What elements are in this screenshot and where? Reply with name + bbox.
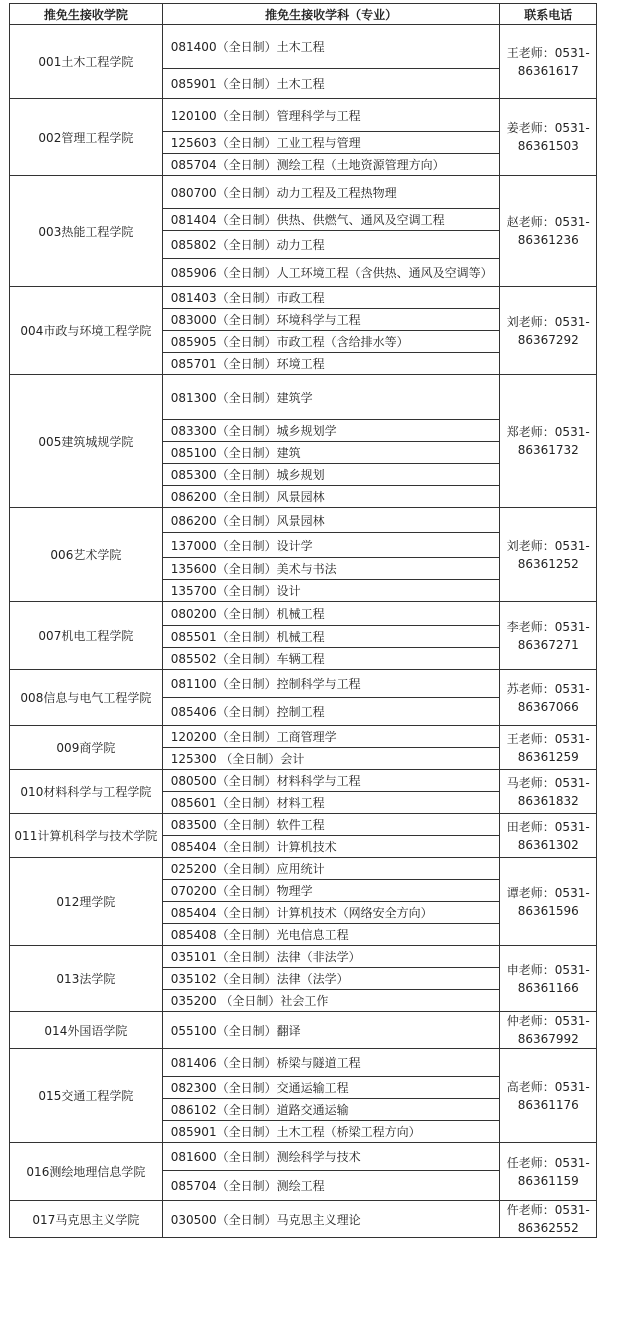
phone-number-line: 86361236 <box>517 233 579 247</box>
major-cell: 025200（全日制）应用统计 <box>162 858 500 880</box>
phone-cell <box>500 1143 597 1201</box>
phone-cell <box>500 814 597 858</box>
major-cell: 070200（全日制）物理学 <box>162 880 500 902</box>
major-cell: 083500（全日制）软件工程 <box>162 814 500 836</box>
phone-contact-line: 田老师：0531- <box>506 819 590 834</box>
header-major: 推免生接收学科（专业） <box>162 4 500 25</box>
major-cell: 120200（全日制）工商管理学 <box>162 726 500 748</box>
phone-number-line: 86361159 <box>517 1173 579 1188</box>
major-cell: 135700（全日制）设计 <box>162 580 500 602</box>
major-cell: 085704（全日制）测绘工程 <box>162 1171 500 1201</box>
table-row <box>10 946 597 968</box>
major-cell: 085802（全日制）动力工程 <box>162 231 500 259</box>
phone-cell <box>500 508 597 602</box>
phone-contact-line: 王老师：0531- <box>506 45 590 60</box>
phone-cell <box>500 176 597 287</box>
phone-cell <box>500 375 597 508</box>
major-cell: 081400（全日制）土木工程 <box>162 25 500 69</box>
phone-contact-line: 李老师：0531- <box>506 619 590 634</box>
table-row <box>10 858 597 880</box>
college-cell: 013法学院 <box>10 946 163 1012</box>
phone-number-line: 86361302 <box>517 837 579 852</box>
major-cell: 081300（全日制）建筑学 <box>162 375 500 420</box>
phone-cell <box>500 602 597 670</box>
phone-number-line: 86361596 <box>517 903 579 918</box>
table-row <box>10 726 597 748</box>
table-row <box>10 1012 597 1049</box>
phone-number-line: 86367292 <box>517 332 579 347</box>
college-cell: 015交通工程学院 <box>10 1049 163 1143</box>
major-cell: 125300 （全日制）会计 <box>162 748 500 770</box>
major-cell: 035101（全日制）法律（非法学） <box>162 946 500 968</box>
college-cell: 008信息与电气工程学院 <box>10 670 163 726</box>
phone-contact-line: 郑老师：0531- <box>506 425 590 439</box>
phone-contact-line: 谭老师：0531- <box>506 885 590 900</box>
major-cell: 081404（全日制）供热、供燃气、通风及空调工程 <box>162 209 500 231</box>
major-cell: 086102（全日制）道路交通运输 <box>162 1099 500 1121</box>
college-cell: 012理学院 <box>10 858 163 946</box>
table-row <box>10 1049 597 1077</box>
major-cell: 085100（全日制）建筑 <box>162 442 500 464</box>
major-cell: 082300（全日制）交通运输工程 <box>162 1077 500 1099</box>
phone-contact-line: 申老师：0531- <box>506 962 590 977</box>
phone-contact-line: 高老师：0531- <box>506 1079 590 1094</box>
phone-number-line: 86361176 <box>517 1097 579 1112</box>
major-cell: 085704（全日制）测绘工程（土地资源管理方向） <box>162 154 500 176</box>
major-cell: 085901（全日制）土木工程（桥梁工程方向） <box>162 1121 500 1143</box>
phone-number-line: 86361503 <box>517 139 579 153</box>
major-cell: 085901（全日制）土木工程 <box>162 69 500 99</box>
major-cell: 081600（全日制）测绘科学与技术 <box>162 1143 500 1171</box>
major-cell: 085905（全日制）市政工程（含给排水等） <box>162 331 500 353</box>
major-cell: 137000（全日制）设计学 <box>162 533 500 558</box>
major-cell: 125603（全日制）工业工程与管理 <box>162 132 500 154</box>
major-cell: 085404（全日制）计算机技术 <box>162 836 500 858</box>
phone-contact-line: 赵老师：0531- <box>506 215 590 229</box>
phone-number-line: 86367992 <box>517 1032 579 1046</box>
major-cell: 083300（全日制）城乡规划学 <box>162 420 500 442</box>
major-cell: 035102（全日制）法律（法学） <box>162 968 500 990</box>
college-cell: 003热能工程学院 <box>10 176 163 287</box>
phone-cell <box>500 858 597 946</box>
phone-cell <box>500 1049 597 1143</box>
table-row <box>10 375 597 420</box>
college-cell: 009商学院 <box>10 726 163 770</box>
phone-number-line: 86367066 <box>517 699 579 714</box>
phone-contact-line: 仵老师：0531- <box>506 1203 590 1217</box>
table-row <box>10 1143 597 1171</box>
phone-number-line: 86361166 <box>517 980 579 995</box>
table-row <box>10 770 597 792</box>
major-cell: 085404（全日制）计算机技术（网络安全方向） <box>162 902 500 924</box>
college-cell: 002管理工程学院 <box>10 99 163 176</box>
phone-cell <box>500 770 597 814</box>
major-cell: 083000（全日制）环境科学与工程 <box>162 309 500 331</box>
phone-contact-line: 仲老师：0531- <box>506 1014 590 1028</box>
phone-cell <box>500 1012 597 1049</box>
phone-number-line: 86361617 <box>517 63 579 78</box>
major-cell: 086200（全日制）风景园林 <box>162 486 500 508</box>
table-row <box>10 814 597 836</box>
table-row <box>10 1201 597 1238</box>
phone-contact-line: 任老师：0531- <box>506 1155 590 1170</box>
table-row <box>10 176 597 209</box>
major-cell: 085906（全日制）人工环境工程（含供热、通风及空调等） <box>162 259 500 287</box>
phone-cell <box>500 25 597 99</box>
college-cell: 006艺术学院 <box>10 508 163 602</box>
major-cell: 135600（全日制）美术与书法 <box>162 558 500 580</box>
major-cell: 080200（全日制）机械工程 <box>162 602 500 626</box>
college-cell: 001土木工程学院 <box>10 25 163 99</box>
college-cell: 014外国语学院 <box>10 1012 163 1049</box>
table-row <box>10 670 597 698</box>
college-cell: 011计算机科学与技术学院 <box>10 814 163 858</box>
phone-cell <box>500 99 597 176</box>
phone-contact-line: 苏老师：0531- <box>506 681 590 696</box>
table-row <box>10 25 597 69</box>
phone-number-line: 86361252 <box>517 556 579 571</box>
phone-cell <box>500 670 597 726</box>
major-cell: 085501（全日制）机械工程 <box>162 626 500 648</box>
major-cell: 035200 （全日制）社会工作 <box>162 990 500 1012</box>
table-row <box>10 99 597 132</box>
phone-contact-line: 马老师：0531- <box>506 775 590 790</box>
phone-contact-line: 王老师：0531- <box>506 731 590 746</box>
college-cell: 005建筑城规学院 <box>10 375 163 508</box>
major-cell: 080500（全日制）材料科学与工程 <box>162 770 500 792</box>
major-cell: 120100（全日制）管理科学与工程 <box>162 99 500 132</box>
admissions-table <box>9 3 597 1238</box>
college-cell: 016测绘地理信息学院 <box>10 1143 163 1201</box>
phone-number-line: 86361832 <box>517 793 579 808</box>
header-row <box>10 4 597 25</box>
major-cell: 085406（全日制）控制工程 <box>162 698 500 726</box>
college-cell: 010材料科学与工程学院 <box>10 770 163 814</box>
major-cell: 055100（全日制）翻译 <box>162 1012 500 1049</box>
phone-contact-line: 刘老师：0531- <box>506 538 590 553</box>
major-cell: 085601（全日制）材料工程 <box>162 792 500 814</box>
major-cell: 081406（全日制）桥梁与隧道工程 <box>162 1049 500 1077</box>
table-body <box>10 25 597 1238</box>
phone-cell <box>500 287 597 375</box>
major-cell: 085408（全日制）光电信息工程 <box>162 924 500 946</box>
major-cell: 081403（全日制）市政工程 <box>162 287 500 309</box>
major-cell: 085701（全日制）环境工程 <box>162 353 500 375</box>
major-cell: 081100（全日制）控制科学与工程 <box>162 670 500 698</box>
major-cell: 085502（全日制）车辆工程 <box>162 648 500 670</box>
phone-cell <box>500 726 597 770</box>
phone-number-line: 86367271 <box>517 637 579 652</box>
major-cell: 086200（全日制）风景园林 <box>162 508 500 533</box>
college-cell: 007机电工程学院 <box>10 602 163 670</box>
header-phone: 联系电话 <box>500 4 597 25</box>
phone-contact-line: 刘老师：0531- <box>506 314 590 329</box>
phone-number-line: 86361732 <box>517 443 579 457</box>
college-cell: 017马克思主义学院 <box>10 1201 163 1238</box>
major-cell: 080700（全日制）动力工程及工程热物理 <box>162 176 500 209</box>
phone-contact-line: 姜老师：0531- <box>506 121 590 135</box>
phone-cell <box>500 1201 597 1238</box>
phone-cell <box>500 946 597 1012</box>
major-cell: 085300（全日制）城乡规划 <box>162 464 500 486</box>
phone-number-line: 86361259 <box>517 749 579 764</box>
table-row <box>10 508 597 533</box>
header-college: 推免生接收学院 <box>10 4 163 25</box>
major-cell: 030500（全日制）马克思主义理论 <box>162 1201 500 1238</box>
table-row <box>10 602 597 626</box>
table-row <box>10 287 597 309</box>
college-cell: 004市政与环境工程学院 <box>10 287 163 375</box>
phone-number-line: 86362552 <box>517 1221 579 1235</box>
